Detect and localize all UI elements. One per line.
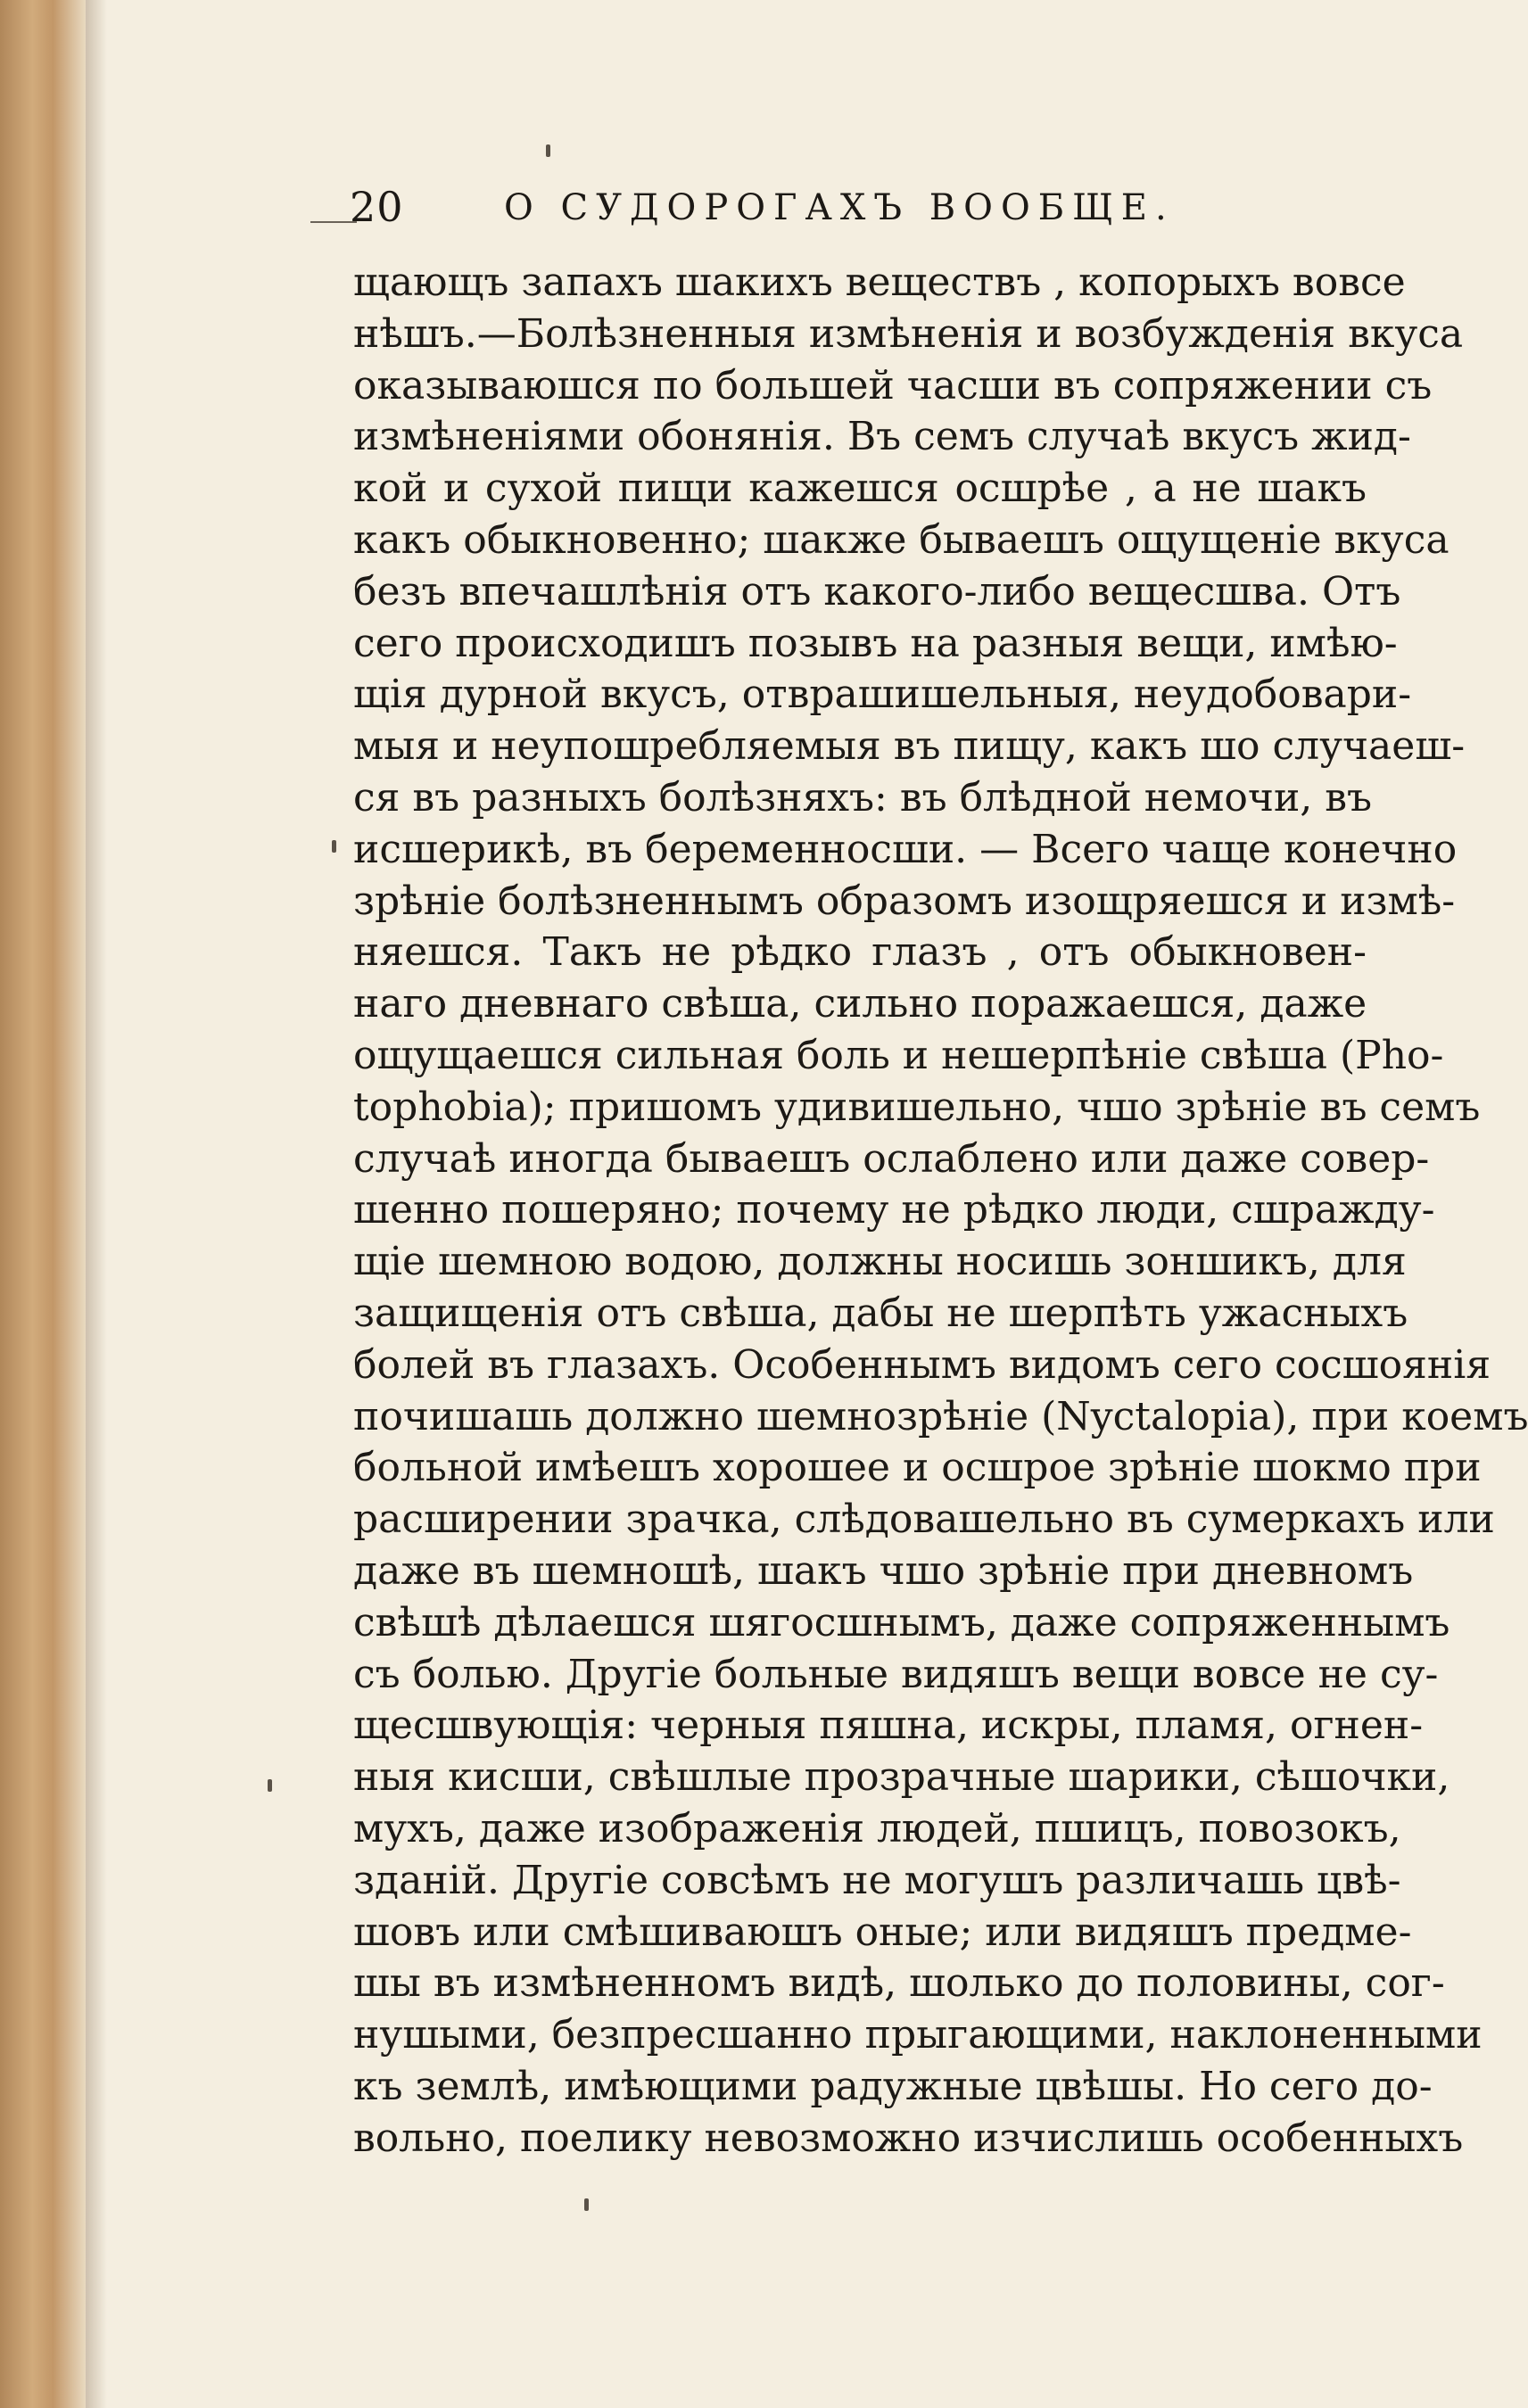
text-line: наго дневнаго свѣша, сильно поражаешся, даже (353, 981, 1367, 1027)
text-line: ощущаешся сильная боль и нешерпѣніе свѣша (Pho- (353, 1032, 1444, 1078)
body-text (353, 257, 1528, 2164)
book-spine-edge (0, 0, 86, 2408)
text-line: измѣненіями обонянія. Въ семъ случаѣ вкусъ жид- (353, 414, 1411, 460)
text-line: даже въ шемношѣ, шакъ чшо зрѣніе при дневномъ (353, 1547, 1414, 1594)
text-line: шовъ или смѣшиваюшъ оные; или видяшъ предме- (353, 1909, 1412, 1955)
text-line: мухъ, даже изображенія людей, пшицъ, повозокъ, (353, 1805, 1401, 1851)
text-line: няешся. Такъ не рѣдко глазъ , отъ обыкновен- (353, 929, 1367, 976)
text-line: болей въ глазахъ. Особеннымъ видомъ сего сосшоянія (353, 1341, 1491, 1388)
text-line: мыя и неупошребляемыя въ пищу, какъ шо случаеш- (353, 723, 1466, 770)
text-line: tophobia); пришомъ удивишельно, чшо зрѣніе въ семъ (353, 1084, 1481, 1130)
text-line: кой и сухой пищи кажешся осшрѣе , а не шакъ (353, 466, 1367, 512)
text-line: почишашь должно шемнозрѣніе (Nyctalopia), при коемъ (353, 1393, 1528, 1439)
text-line: къ землѣ, имѣющими радужные цвѣшы. Но сего до- (353, 2063, 1433, 2109)
text-line: безъ впечашлѣнія отъ какого-либо вещесшва. Отъ (353, 568, 1401, 614)
text-line: больной имѣешъ хорошее и осшрое зрѣніе шокмо при (353, 1445, 1482, 1491)
ink-speck (332, 840, 336, 853)
text-line: какъ обыкновенно; шакже бываешъ ощущеніе вкуса (353, 516, 1450, 563)
text-line: щающъ запахъ шакихъ веществъ , копорыхъ вовсе (353, 260, 1406, 305)
text-line: сего происходишъ позывъ на разныя вещи, имѣю- (353, 620, 1398, 666)
text-line: шы въ измѣненномъ видѣ, шолько до половины, сог- (353, 1960, 1445, 2007)
ink-speck (584, 2198, 589, 2211)
text-line: нушыми, безпресшанно прыгающими, наклоненными (353, 2012, 1483, 2058)
text-line: ныя кисши, свѣшлые прозрачные шарики, сѣшочки, (353, 1754, 1450, 1801)
gutter-shadow (86, 0, 107, 2408)
text-line: случаѣ иногда бываешъ ослаблено или даже совер- (353, 1135, 1430, 1182)
text-line: щіе шемною водою, должны носишь зоншикъ, для (353, 1239, 1407, 1285)
ink-speck (268, 1779, 272, 1792)
page-number: 20 (350, 183, 404, 231)
text-line: щесшвующія: черныя пяшна, искры, пламя, огнен- (353, 1703, 1424, 1749)
text-line: нѣшъ.—Болѣзненныя измѣненія и возбужденія вкуса (353, 310, 1464, 357)
text-line: оказываюшся по большей часши въ сопряжении съ (353, 362, 1433, 408)
text-line: ся въ разныхъ болѣзняхъ: въ блѣдной немочи, въ (353, 774, 1373, 821)
text-line: шенно пошеряно; почему не рѣдко люди, сшражду- (353, 1187, 1435, 1233)
text-line: зданій. Другіе совсѣмъ не могушъ различашь цвѣ- (353, 1857, 1401, 1903)
text-line: зрѣніе болѣзненнымъ образомъ изощряешся и измѣ- (353, 878, 1456, 924)
text-line: съ болью. Другіе больные видяшъ вещи вовсе не су- (353, 1651, 1439, 1697)
ink-speck (546, 144, 550, 157)
text-line: свѣшѣ дѣлаешся шягосшнымъ, даже сопряженнымъ (353, 1599, 1450, 1645)
running-head: О СУДОРОГАХЪ ВООБЩЕ. (504, 187, 1175, 228)
text-line last: вольно, поелику невозможно изчислишь особенныхъ (353, 2115, 1464, 2161)
text-line: защищенія отъ свѣша, дабы не шерпѣть ужасныхъ (353, 1290, 1408, 1336)
text-line: расширении зрачка, слѣдовашельно въ сумеркахъ или (353, 1497, 1495, 1543)
text-line: исшерикѣ, въ беременносши. — Всего чаще конечно (353, 826, 1458, 872)
text-line: щія дурной вкусъ, отврашишельныя, неудобовари- (353, 672, 1412, 718)
